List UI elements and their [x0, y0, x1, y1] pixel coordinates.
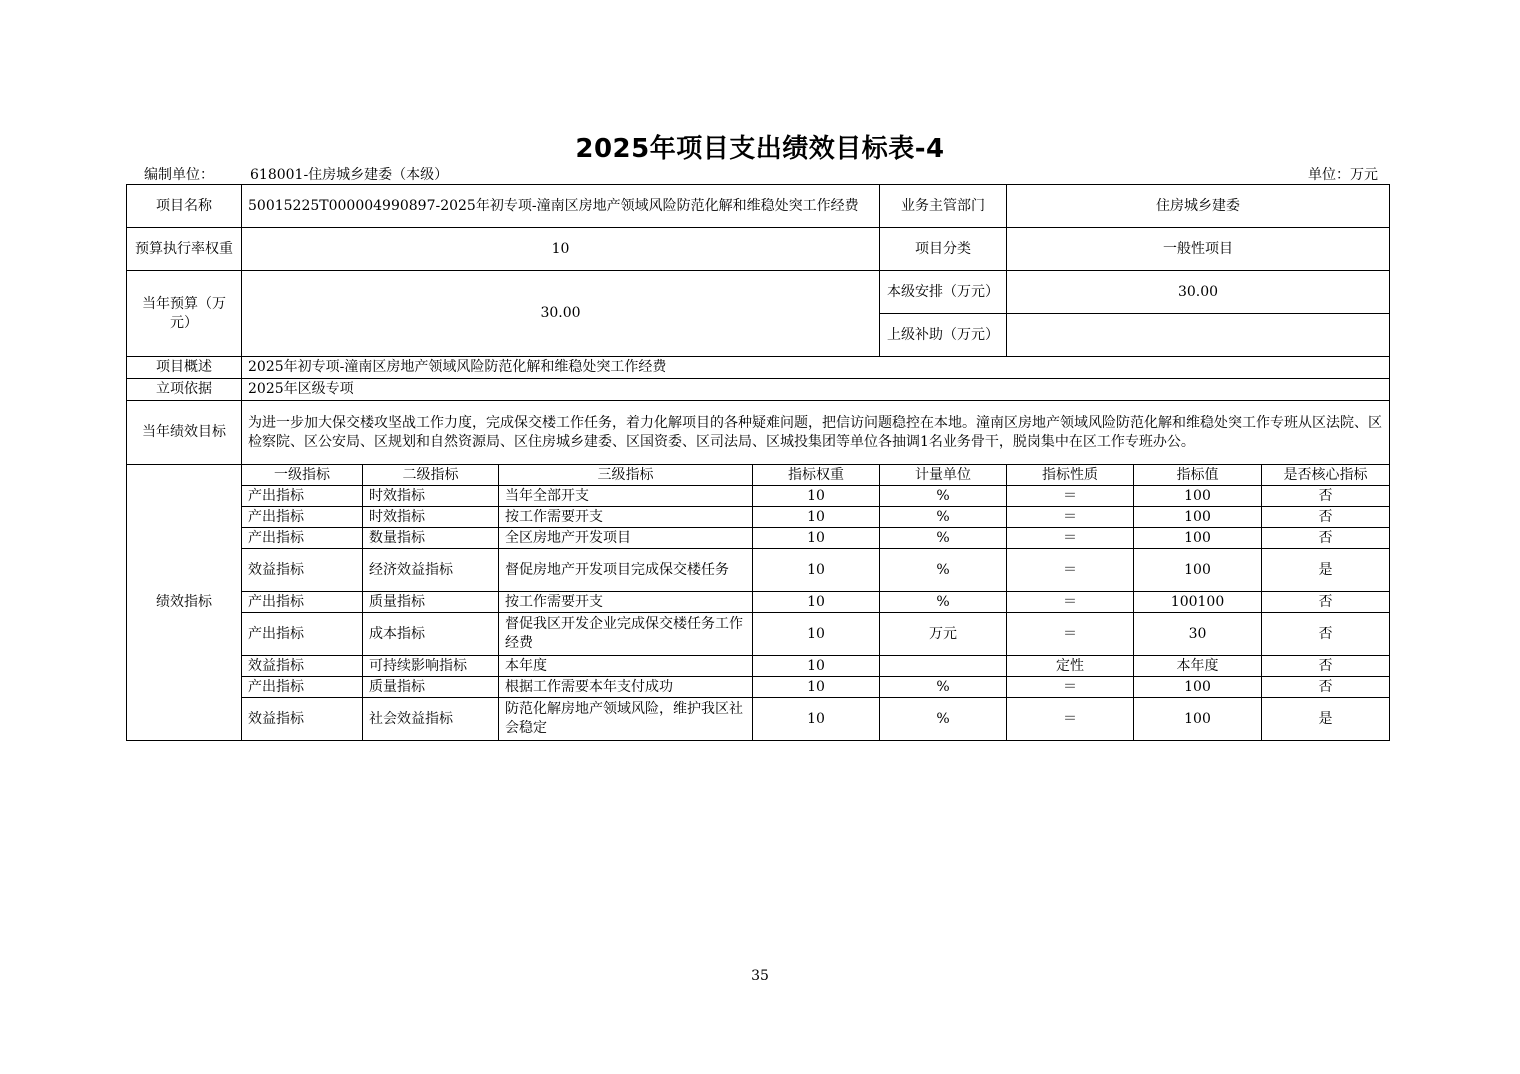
upper-funding-label: 上级补助（万元）: [880, 314, 1007, 357]
indicator-header-level1: 一级指标: [242, 465, 363, 486]
indicator-row: [127, 528, 1390, 549]
goal-value: 为进一步加大保交楼攻坚战工作力度，完成保交楼工作任务，着力化解项目的各种疑难问题，把信访问题稳控在本地。潼南区房地产领域风险防范化解和维稳处突工作专班从区法院、区检察院、区公安局、区规划和自然资源局、区住房城乡建委、区国资委、区司法局、区城投集团等单位各抽调1名业务骨干，脱岗集中在区工作专班办公。: [242, 401, 1390, 465]
indicator-cell-level1: 产出指标: [242, 592, 363, 613]
indicator-cell-value: 100: [1134, 677, 1262, 698]
indicator-cell-value: 100: [1134, 507, 1262, 528]
indicator-cell-level3: 按工作需要开支: [499, 592, 753, 613]
indicator-cell-level2: 可持续影响指标: [363, 656, 499, 677]
indicator-header-core: 是否核心指标: [1262, 465, 1390, 486]
indicator-cell-level2: 成本指标: [363, 613, 499, 656]
indicator-cell-level3: 防范化解房地产领域风险，维护我区社会稳定: [499, 698, 753, 741]
indicator-cell-level3: 按工作需要开支: [499, 507, 753, 528]
indicator-cell-weight: 10: [753, 507, 880, 528]
indicator-cell-weight: 10: [753, 656, 880, 677]
category-label: 项目分类: [880, 228, 1007, 271]
exec-rate-value: 10: [242, 228, 880, 271]
basis-label: 立项依据: [127, 379, 242, 401]
indicator-cell-value: 本年度: [1134, 656, 1262, 677]
indicator-header-level3: 三级指标: [499, 465, 753, 486]
indicator-cell-nature: ＝: [1007, 698, 1134, 741]
indicator-cell-core: 否: [1262, 677, 1390, 698]
dept-label: 业务主管部门: [880, 185, 1007, 228]
indicator-cell-level3: 督促房地产开发项目完成保交楼任务: [499, 549, 753, 592]
indicator-cell-nature: 定性: [1007, 656, 1134, 677]
indicator-cell-weight: 10: [753, 592, 880, 613]
indicator-cell-nature: ＝: [1007, 486, 1134, 507]
indicator-cell-level3: 根据工作需要本年支付成功: [499, 677, 753, 698]
indicator-cell-level3: 全区房地产开发项目: [499, 528, 753, 549]
indicator-cell-nature: ＝: [1007, 592, 1134, 613]
indicator-cell-level2: 数量指标: [363, 528, 499, 549]
indicator-cell-core: 是: [1262, 549, 1390, 592]
indicator-cell-core: 否: [1262, 486, 1390, 507]
indicator-cell-weight: 10: [753, 677, 880, 698]
indicator-cell-level3: 督促我区开发企业完成保交楼任务工作经费: [499, 613, 753, 656]
indicator-cell-level2: 质量指标: [363, 592, 499, 613]
project-name-value: 50015225T000004990897-2025年初专项-潼南区房地产领域风险防范化解和维稳处突工作经费: [242, 185, 880, 228]
goal-label: 当年绩效目标: [127, 401, 242, 465]
budget-label: 当年预算（万元）: [127, 271, 242, 357]
indicator-cell-weight: 10: [753, 549, 880, 592]
indicator-cell-level2: 时效指标: [363, 507, 499, 528]
org-label: 编制单位：: [144, 167, 214, 183]
indicator-header-level2: 二级指标: [363, 465, 499, 486]
indicator-cell-weight: 10: [753, 613, 880, 656]
indicator-cell-nature: ＝: [1007, 549, 1134, 592]
indicator-row: [127, 592, 1390, 613]
category-value: 一般性项目: [1007, 228, 1390, 271]
indicator-cell-core: 否: [1262, 528, 1390, 549]
indicator-cell-level1: 产出指标: [242, 613, 363, 656]
indicator-cell-unit: [880, 656, 1007, 677]
indicator-row: [127, 549, 1390, 592]
indicator-header-value: 指标值: [1134, 465, 1262, 486]
indicator-cell-core: 是: [1262, 698, 1390, 741]
page-title: 2025年项目支出绩效目标表-4: [575, 134, 945, 164]
project-name-label: 项目名称: [127, 185, 242, 228]
indicator-cell-weight: 10: [753, 698, 880, 741]
indicator-cell-value: 100: [1134, 528, 1262, 549]
indicator-cell-core: 否: [1262, 507, 1390, 528]
exec-rate-label: 预算执行率权重: [127, 228, 242, 271]
indicator-cell-level2: 时效指标: [363, 486, 499, 507]
indicator-header-unit: 计量单位: [880, 465, 1007, 486]
indicator-cell-unit: %: [880, 698, 1007, 741]
indicator-cell-value: 100: [1134, 486, 1262, 507]
indicator-row: [127, 486, 1390, 507]
indicator-cell-level2: 经济效益指标: [363, 549, 499, 592]
indicator-cell-value: 100100: [1134, 592, 1262, 613]
indicator-cell-unit: 万元: [880, 613, 1007, 656]
indicator-cell-value: 100: [1134, 549, 1262, 592]
budget-value: 30.00: [242, 271, 880, 357]
upper-funding-value: [1007, 314, 1390, 357]
indicator-cell-level3: 当年全部开支: [499, 486, 753, 507]
indicator-row: [127, 613, 1390, 656]
indicator-cell-level1: 产出指标: [242, 507, 363, 528]
indicator-cell-unit: %: [880, 486, 1007, 507]
indicator-cell-level1: 产出指标: [242, 677, 363, 698]
indicator-cell-unit: %: [880, 677, 1007, 698]
performance-table: [126, 184, 1390, 741]
indicator-cell-core: 否: [1262, 656, 1390, 677]
indicator-cell-level1: 效益指标: [242, 549, 363, 592]
indicator-row: [127, 507, 1390, 528]
indicator-cell-level3: 本年度: [499, 656, 753, 677]
local-funding-value: 30.00: [1007, 271, 1390, 314]
indicator-cell-unit: %: [880, 507, 1007, 528]
indicator-cell-unit: %: [880, 528, 1007, 549]
indicator-cell-weight: 10: [753, 528, 880, 549]
indicator-cell-unit: %: [880, 592, 1007, 613]
indicator-cell-level2: 社会效益指标: [363, 698, 499, 741]
local-funding-label: 本级安排（万元）: [880, 271, 1007, 314]
indicators-label: 绩效指标: [127, 465, 242, 741]
indicator-cell-value: 30: [1134, 613, 1262, 656]
indicator-cell-core: 否: [1262, 613, 1390, 656]
indicator-cell-level1: 效益指标: [242, 698, 363, 741]
indicator-cell-nature: ＝: [1007, 507, 1134, 528]
indicator-header-weight: 指标权重: [753, 465, 880, 486]
table-meta: [126, 164, 1388, 184]
unit-label: 单位：万元: [1308, 167, 1378, 183]
org-value: 618001-住房城乡建委（本级）: [250, 167, 449, 183]
indicator-header-nature: 指标性质: [1007, 465, 1134, 486]
indicator-row: [127, 677, 1390, 698]
indicator-cell-weight: 10: [753, 486, 880, 507]
indicator-row: [127, 698, 1390, 741]
indicator-cell-nature: ＝: [1007, 528, 1134, 549]
basis-value: 2025年区级专项: [242, 379, 1390, 401]
indicator-row: [127, 656, 1390, 677]
indicator-cell-level1: 产出指标: [242, 486, 363, 507]
indicator-cell-level2: 质量指标: [363, 677, 499, 698]
indicator-cell-value: 100: [1134, 698, 1262, 741]
page-number: 35: [751, 968, 769, 984]
overview-value: 2025年初专项-潼南区房地产领域风险防范化解和维稳处突工作经费: [242, 357, 1390, 379]
dept-value: 住房城乡建委: [1007, 185, 1390, 228]
overview-label: 项目概述: [127, 357, 242, 379]
indicator-cell-core: 否: [1262, 592, 1390, 613]
indicator-cell-unit: %: [880, 549, 1007, 592]
indicator-cell-nature: ＝: [1007, 677, 1134, 698]
indicator-cell-nature: ＝: [1007, 613, 1134, 656]
indicator-cell-level1: 产出指标: [242, 528, 363, 549]
indicator-cell-level1: 效益指标: [242, 656, 363, 677]
